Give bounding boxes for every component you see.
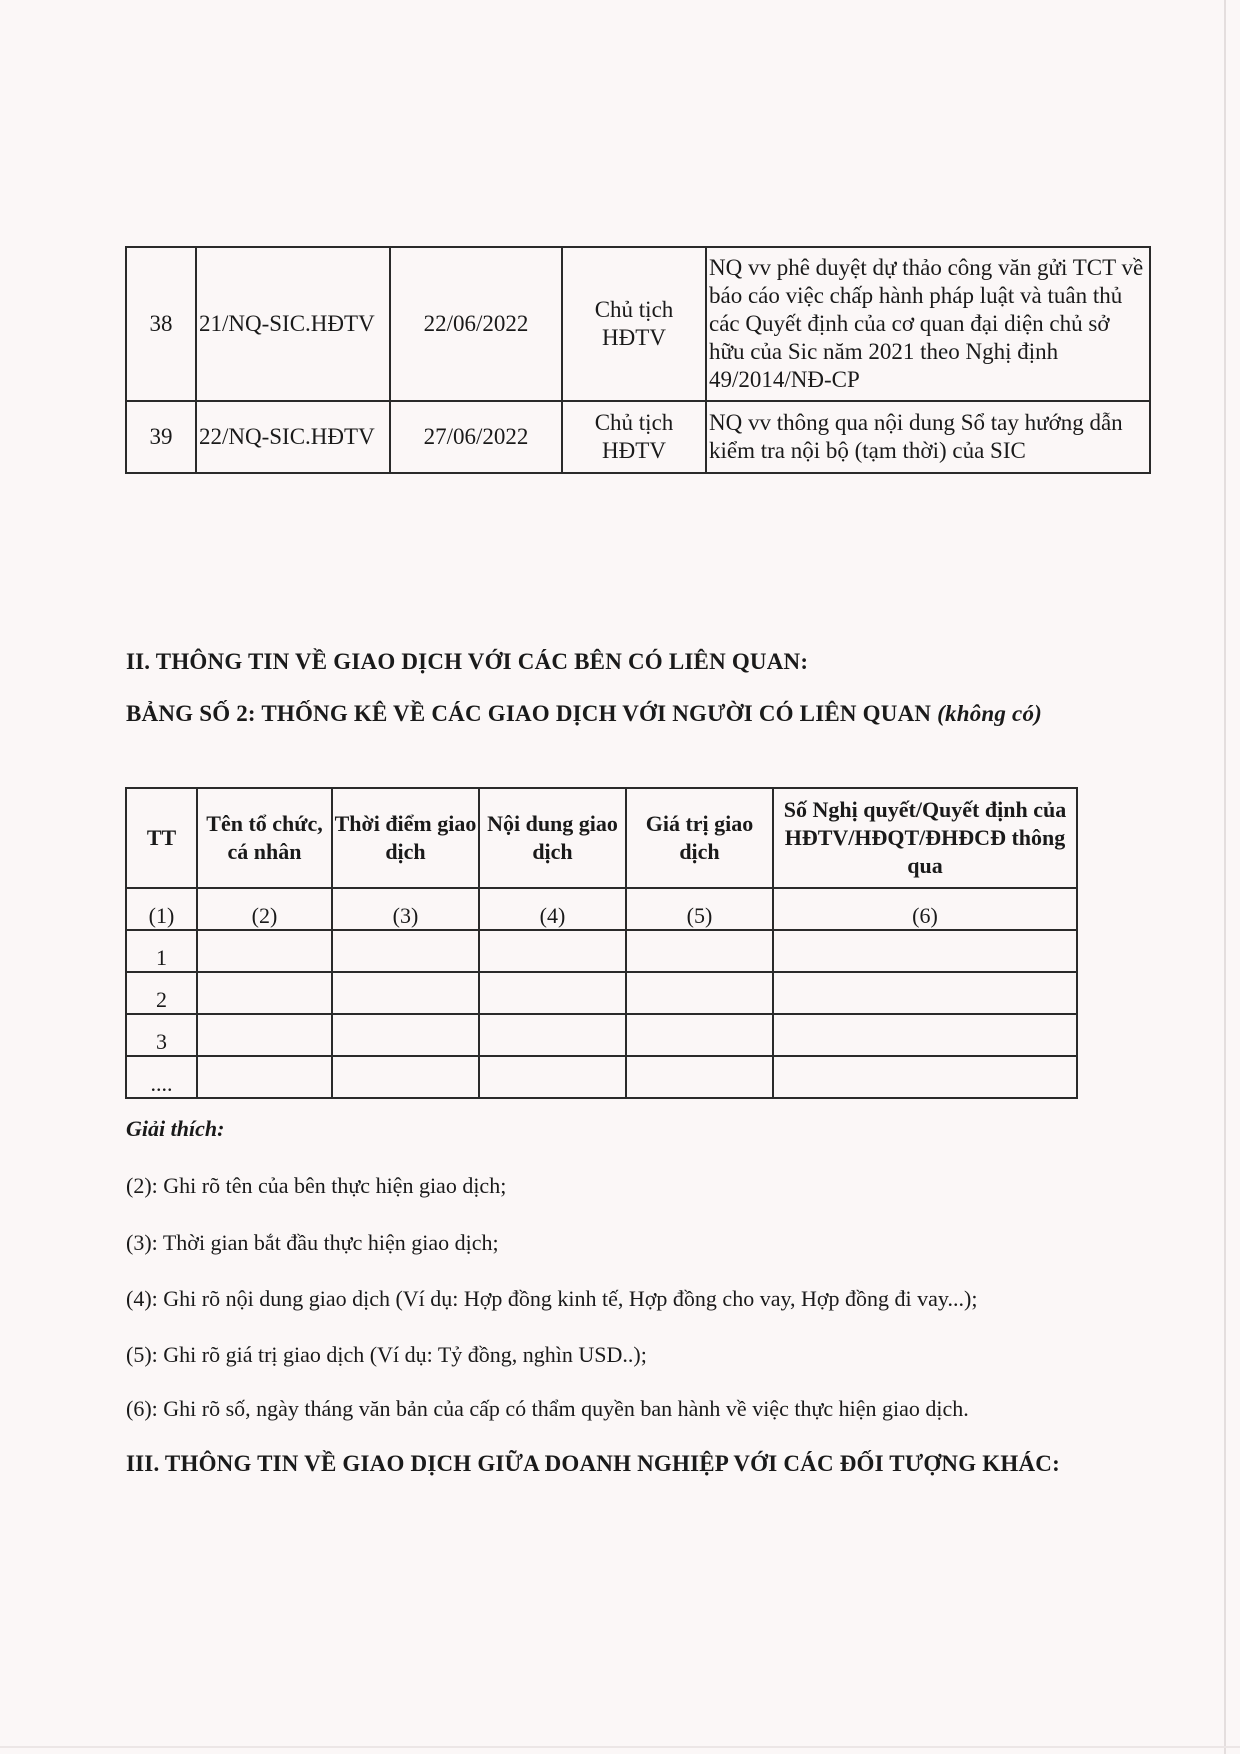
explanation-note: (3): Thời gian bắt đầu thực hiện giao dịch; xyxy=(126,1230,499,1255)
page-edge xyxy=(1224,0,1226,1754)
empty-cell xyxy=(197,972,332,1014)
signer xyxy=(562,401,706,473)
empty-cell xyxy=(332,972,479,1014)
related-party-transactions-table xyxy=(125,787,1078,1099)
empty-cell xyxy=(197,1014,332,1056)
header-transaction-content: Nội dung giao dịch xyxy=(479,788,626,888)
row-number: 38 xyxy=(126,247,196,401)
signer-title: Chủ tịch xyxy=(594,297,674,322)
empty-cell xyxy=(626,972,773,1014)
column-index: (5) xyxy=(626,888,773,930)
table-header-row xyxy=(126,788,1077,888)
header-resolution-number: Số Nghị quyết/Quyết định của HĐTV/HĐQT/ĐHĐCĐ thông qua xyxy=(773,788,1077,888)
resolution-date: 22/06/2022 xyxy=(390,247,562,401)
explanation-note: (2): Ghi rõ tên của bên thực hiện giao dịch; xyxy=(126,1173,507,1198)
explanation-note: (4): Ghi rõ nội dung giao dịch (Ví dụ: Hợp đồng kinh tế, Hợp đồng cho vay, Hợp đồng đi vay...); xyxy=(126,1286,978,1311)
resolution-code: 21/NQ-SIC.HĐTV xyxy=(196,247,390,401)
header-tt: TT xyxy=(126,788,197,888)
empty-cell xyxy=(332,930,479,972)
signer xyxy=(562,247,706,401)
row-number: 2 xyxy=(126,972,197,1014)
empty-cell xyxy=(197,1056,332,1098)
empty-cell xyxy=(626,1056,773,1098)
row-number: .... xyxy=(126,1056,197,1098)
resolution-date: 27/06/2022 xyxy=(390,401,562,473)
table-row xyxy=(126,247,1150,401)
empty-cell xyxy=(479,930,626,972)
column-index: (1) xyxy=(126,888,197,930)
empty-cell xyxy=(197,930,332,972)
empty-cell xyxy=(626,1014,773,1056)
explanation-title: Giải thích: xyxy=(126,1116,225,1141)
empty-cell xyxy=(773,972,1077,1014)
section-2-heading: II. THÔNG TIN VỀ GIAO DỊCH VỚI CÁC BÊN CÓ LIÊN QUAN: xyxy=(126,649,809,674)
column-index: (2) xyxy=(197,888,332,930)
table-row xyxy=(126,1014,1077,1056)
table-2-title-note: (không có) xyxy=(937,701,1043,726)
resolution-code: 22/NQ-SIC.HĐTV xyxy=(196,401,390,473)
table-2-title-text: BẢNG SỐ 2: THỐNG KÊ VỀ CÁC GIAO DỊCH VỚI NGƯỜI CÓ LIÊN QUAN xyxy=(126,701,932,726)
explanation-note: (5): Ghi rõ giá trị giao dịch (Ví dụ: Tỷ đồng, nghìn USD..); xyxy=(126,1342,647,1367)
column-index-row xyxy=(126,888,1077,930)
empty-cell xyxy=(479,972,626,1014)
signer-title: Chủ tịch xyxy=(594,410,674,435)
empty-cell xyxy=(479,1014,626,1056)
column-index: (3) xyxy=(332,888,479,930)
table-2-title xyxy=(126,697,1066,731)
empty-cell xyxy=(332,1014,479,1056)
resolutions-table xyxy=(125,246,1151,474)
header-transaction-value: Giá trị giao dịch xyxy=(626,788,773,888)
signer-body: HĐTV xyxy=(602,325,666,350)
column-index: (6) xyxy=(773,888,1077,930)
resolution-content: NQ vv phê duyệt dự thảo công văn gửi TCT về báo cáo việc chấp hành pháp luật và tuân thủ các Quyết định của cơ quan đại diện chủ sở hữu của Sic năm 2021 theo Nghị định 49/2014/NĐ-CP xyxy=(706,247,1150,401)
empty-cell xyxy=(773,1056,1077,1098)
header-transaction-time: Thời điểm giao dịch xyxy=(332,788,479,888)
row-number: 1 xyxy=(126,930,197,972)
table-row xyxy=(126,972,1077,1014)
column-index: (4) xyxy=(479,888,626,930)
table-row xyxy=(126,930,1077,972)
signer-body: HĐTV xyxy=(602,438,666,463)
row-number: 39 xyxy=(126,401,196,473)
section-3-heading: III. THÔNG TIN VỀ GIAO DỊCH GIỮA DOANH NGHIỆP VỚI CÁC ĐỐI TƯỢNG KHÁC: xyxy=(126,1451,1060,1476)
empty-cell xyxy=(626,930,773,972)
empty-cell xyxy=(773,930,1077,972)
page-edge-bottom xyxy=(0,1746,1240,1748)
empty-cell xyxy=(332,1056,479,1098)
header-organization: Tên tổ chức, cá nhân xyxy=(197,788,332,888)
resolution-content: NQ vv thông qua nội dung Sổ tay hướng dẫn kiểm tra nội bộ (tạm thời) của SIC xyxy=(706,401,1150,473)
explanation-note: (6): Ghi rõ số, ngày tháng văn bản của cấp có thẩm quyền ban hành về việc thực hiện giao dịch. xyxy=(126,1396,969,1421)
table-row xyxy=(126,1056,1077,1098)
empty-cell xyxy=(773,1014,1077,1056)
row-number: 3 xyxy=(126,1014,197,1056)
table-row xyxy=(126,401,1150,473)
empty-cell xyxy=(479,1056,626,1098)
